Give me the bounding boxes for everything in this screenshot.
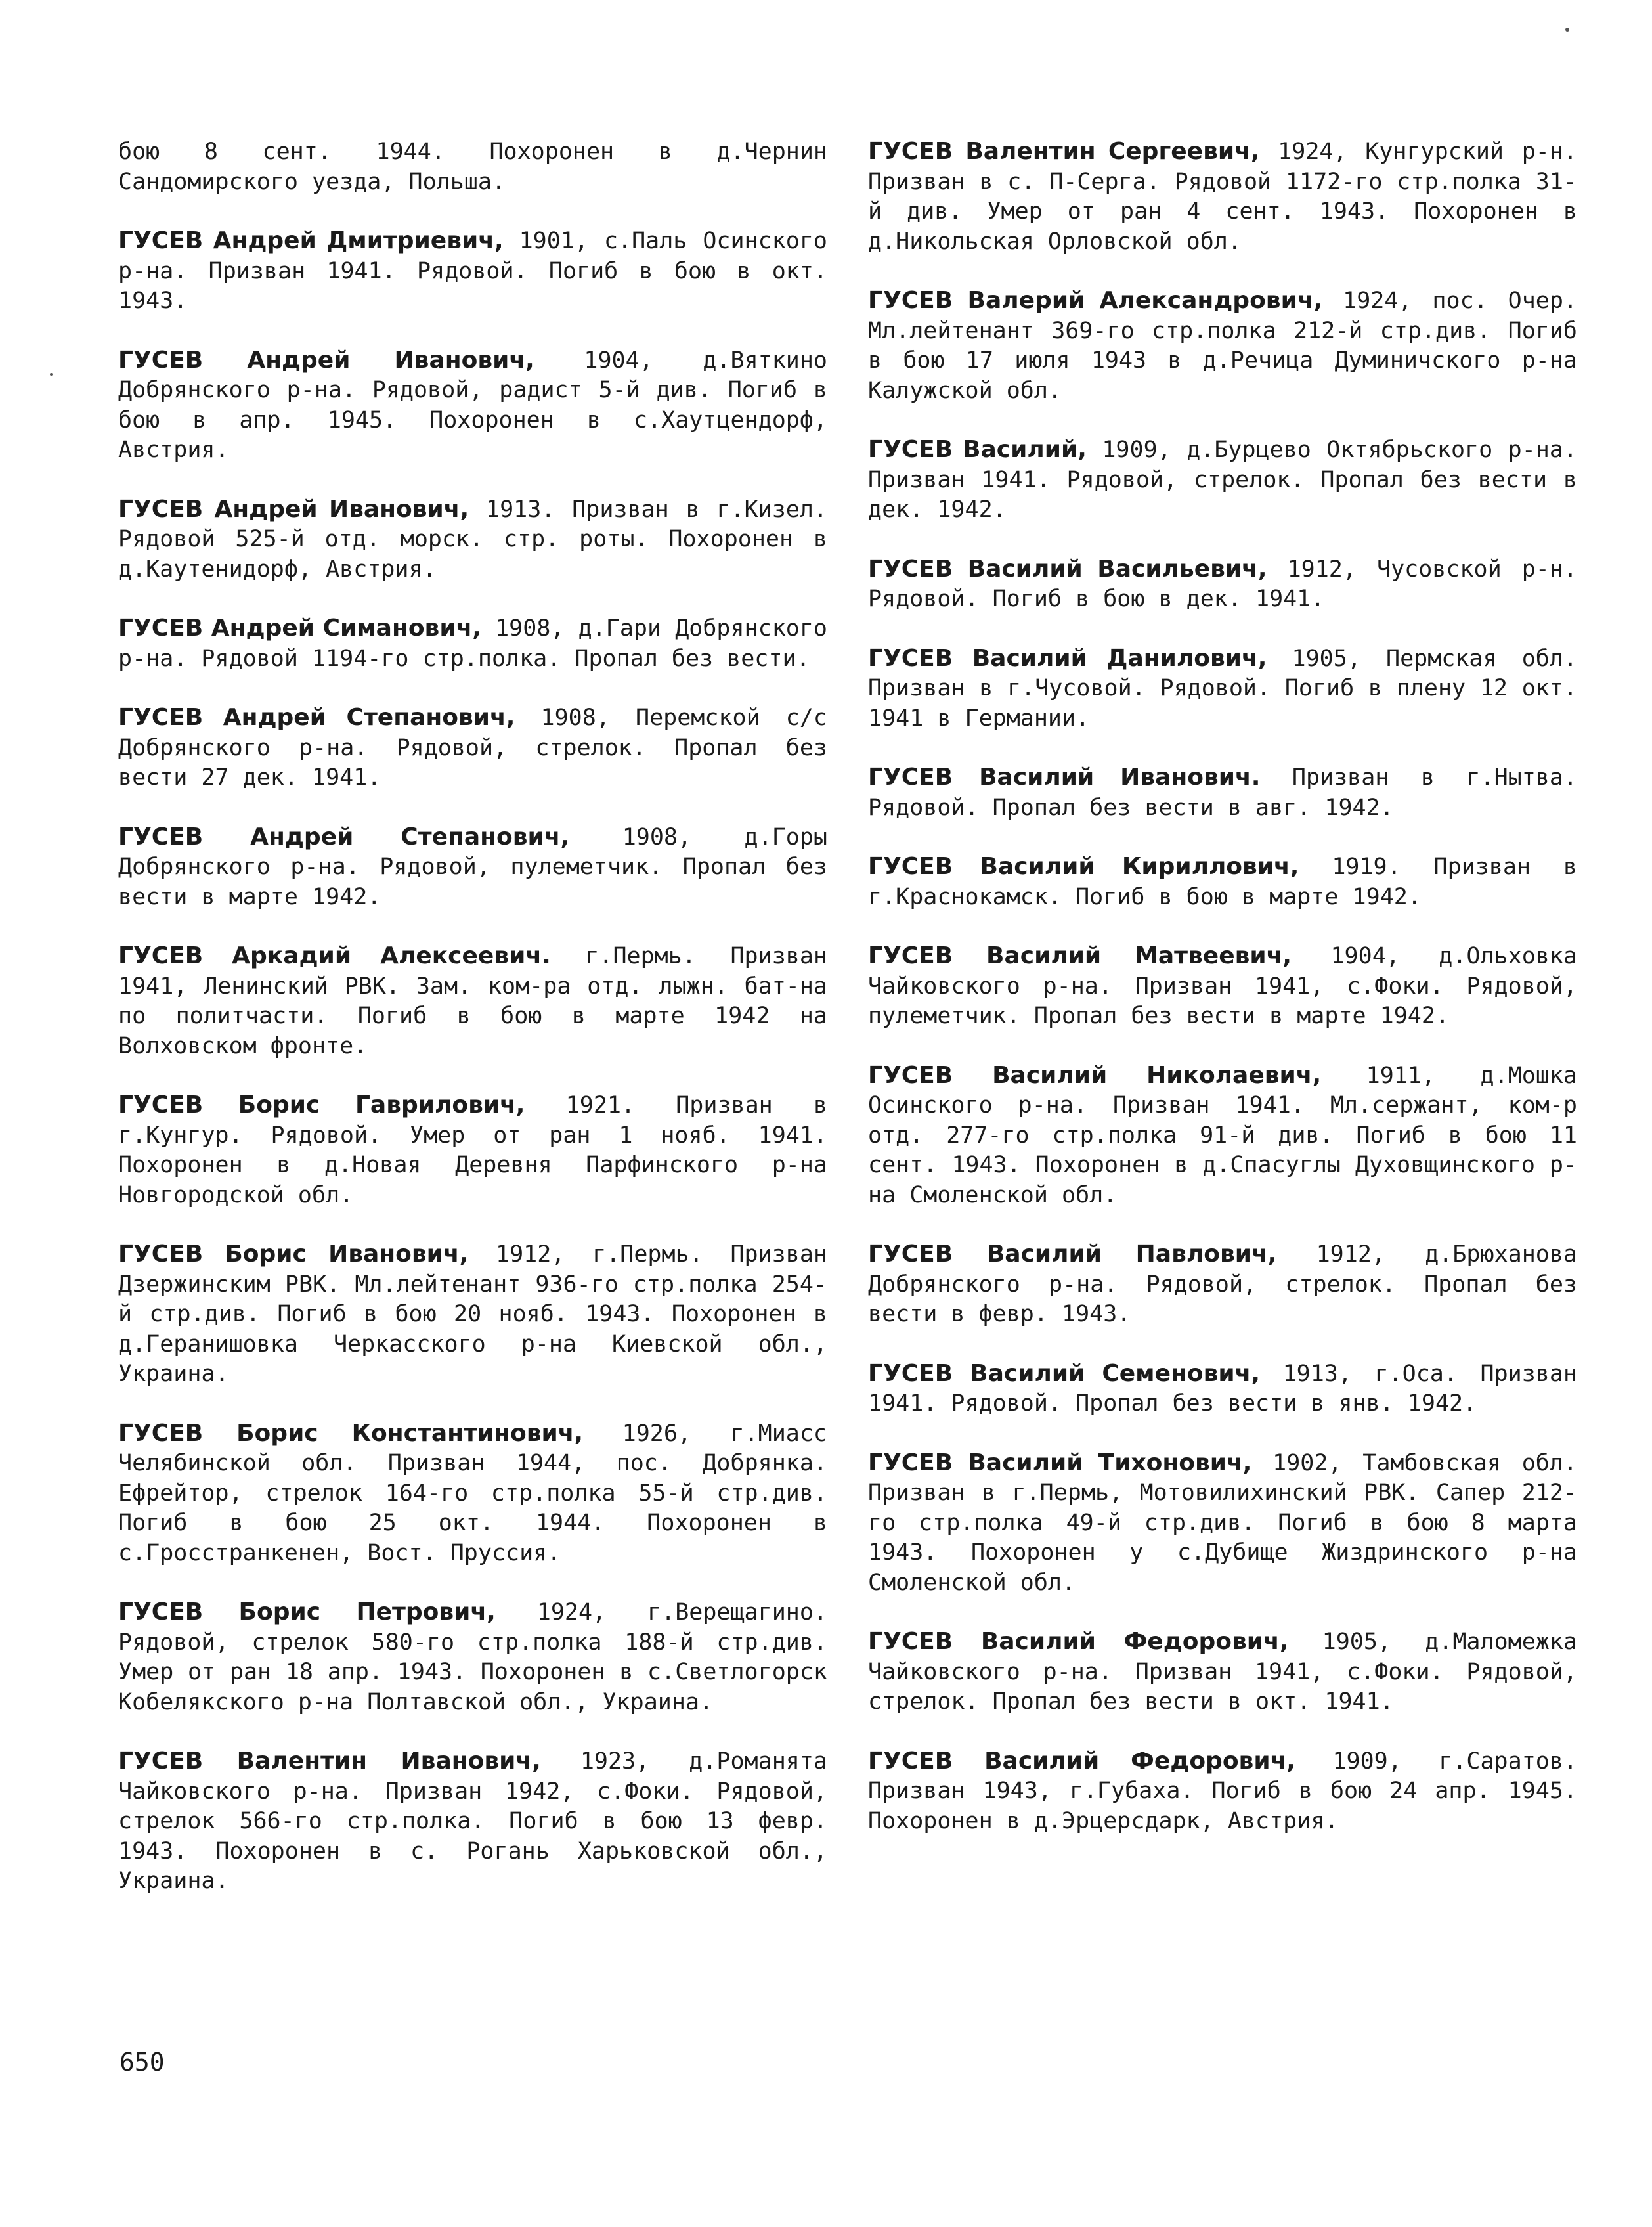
person-name: ГУСЕВ Василий Федорович, [868, 1628, 1289, 1655]
person-name: ГУСЕВ Василий Кириллович, [868, 853, 1299, 880]
person-name: ГУСЕВ Василий Иванович. [868, 764, 1261, 791]
biography-entry [118, 345, 827, 466]
person-details: 1909, г.Саратов. Призван 1943, г.Губаха. Погиб в бою 24 апр. 1945. Похоронен в д.Эрцерсдарк, Австрия. [868, 1748, 1577, 1834]
person-details: 1912, г.Пермь. Призван Дзержинским РВК. Мл.лейтенант 936-го стр.полка 254-й стр.див. Погиб в бою 20 нояб. 1943. Похоронен в д.Геранишовка Черкасского р-на Киевской обл., Украина. [118, 1241, 827, 1387]
person-name: ГУСЕВ Валентин Сергеевич, [868, 138, 1260, 165]
person-details: Призван в г.Нытва. Рядовой. Пропал без вести в авг. 1942. [868, 764, 1578, 821]
person-details: 1924, пос. Очер. Мл.лейтенант 369-го стр.полка 212-й стр.див. Погиб в бою 17 июля 1943 в д.Речица Думиничского р-на Калужской обл. [868, 288, 1577, 404]
biography-entry [118, 1419, 827, 1569]
person-name: ГУСЕВ Андрей Дмитриевич, [118, 227, 504, 254]
biography-entry [868, 137, 1577, 257]
person-details: г.Пермь. Призван 1941, Ленинский РВК. Зам. ком-ра отд. лыжн. бат-на по политчасти. Погиб в бою в марте 1942 на Волховском фронте. [118, 943, 827, 1059]
person-name: ГУСЕВ Василий Семенович, [868, 1359, 1260, 1387]
biography-entry [118, 613, 827, 674]
scan-speck [50, 373, 53, 376]
biography-entry [118, 137, 827, 197]
person-name: ГУСЕВ Борис Гаврилович, [118, 1091, 525, 1118]
biography-entry [868, 1061, 1577, 1211]
biography-entry [118, 495, 827, 585]
biography-entry [868, 1448, 1577, 1599]
person-name: ГУСЕВ Андрей Иванович, [118, 346, 534, 374]
person-name: ГУСЕВ Андрей Симанович, [118, 615, 481, 642]
person-name: ГУСЕВ Василий Матвеевич, [868, 942, 1292, 969]
biography-entry [868, 435, 1577, 525]
person-name: ГУСЕВ Андрей Иванович, [118, 495, 469, 523]
biography-entry [118, 226, 827, 317]
biography-entry [118, 1090, 827, 1210]
person-details: 1909, д.Бурцево Октябрьского р-на. Призван 1941. Рядовой, стрелок. Пропал без вести в дек. 1942. [868, 437, 1577, 523]
biography-entry [868, 554, 1577, 615]
biography-entry [868, 941, 1577, 1032]
biography-entry [118, 941, 827, 1061]
biography-entry [868, 1359, 1577, 1419]
biography-entry [868, 286, 1577, 406]
person-name: ГУСЕВ Василий, [868, 436, 1087, 463]
person-name: ГУСЕВ Валерий Александрович, [868, 287, 1323, 314]
person-details: 1926, г.Миасс Челябинской обл. Призван 1944, пос. Добрянка. Ефрейтор, стрелок 164-го стр.полка 55-й стр.див. Погиб в бою 25 окт. 1944. Похоронен в с.Гросстранкенен, Вост. Пруссия. [118, 1420, 827, 1566]
page-number: 650 [120, 2048, 165, 2077]
person-details: 1919. Призван в г.Краснокамск. Погиб в бою в марте 1942. [868, 854, 1577, 910]
person-details: 1913, г.Оса. Призван 1941. Рядовой. Пропал без вести в янв. 1942. [868, 1360, 1578, 1417]
person-name: ГУСЕВ Борис Константинович, [118, 1419, 584, 1447]
biography-entry [868, 1746, 1577, 1837]
person-details: 1912, Чусовской р-н. Рядовой. Погиб в бою в дек. 1941. [868, 556, 1577, 612]
person-name: ГУСЕВ Василий Павлович, [868, 1241, 1277, 1268]
person-details: 1913. Призван в г.Кизел. Рядовой 525-й отд. морск. стр. роты. Похоронен в д.Каутенидорф, Австрия. [118, 496, 827, 583]
person-details: 1923, д.Романята Чайковского р-на. Призван 1942, с.Фоки. Рядовой, стрелок 566-го стр.полка. Погиб в бою 13 февр. 1943. Похоронен в с. Рогань Харьковской обл., Украина. [118, 1748, 827, 1894]
person-name: ГУСЕВ Василий Федорович, [868, 1747, 1295, 1775]
person-details: 1904, д.Вяткино Добрянского р-на. Рядовой, радист 5-й див. Погиб в бою в апр. 1945. Похоронен в с.Хаутцендорф, Австрия. [118, 347, 828, 463]
person-name: ГУСЕВ Андрей Степанович, [118, 704, 515, 731]
scan-speck [1565, 28, 1569, 32]
biography-entry [118, 703, 827, 793]
biography-entry [868, 1627, 1577, 1717]
person-name: ГУСЕВ Борис Иванович, [118, 1241, 469, 1268]
biography-entry [118, 822, 827, 913]
person-name: ГУСЕВ Василий Васильевич, [868, 555, 1267, 583]
person-name: ГУСЕВ Борис Петрович, [118, 1599, 496, 1625]
person-name: ГУСЕВ Андрей Степанович, [118, 823, 570, 850]
person-details: 1924, Кунгурский р-н. Призван в с. П-Серга. Рядовой 1172-го стр.полка 31-й див. Умер от ран 4 сент. 1943. Похоронен в д.Никольская Орловской обл. [868, 139, 1577, 255]
person-details: 1908, Перемской с/с Добрянского р-на. Рядовой, стрелок. Пропал без вести 27 дек. 1941. [118, 705, 827, 791]
biography-entry [868, 762, 1577, 823]
person-details: 1924, г.Верещагино. Рядовой, стрелок 580-го стр.полка 188-й стр.див. Умер от ран 18 апр. 1943. Похоронен в с.Светлогорск Кобелякского р-на Полтавской обл., Украина. [118, 1599, 827, 1715]
biography-entry [118, 1597, 827, 1717]
person-details: 1904, д.Ольховка Чайковского р-на. Призван 1941, с.Фоки. Рядовой, пулеметчик. Пропал без вести в марте 1942. [868, 943, 1577, 1029]
person-details: 1901, с.Паль Осинского р-на. Призван 1941. Рядовой. Погиб в бою в окт. 1943. [118, 228, 827, 314]
person-details: 1902, Тамбовская обл. Призван в г.Пермь, Мотовилихинский РВК. Сапер 212-го стр.полка 49-й стр.див. Погиб в бою 8 марта 1943. Похоронен у с.Дубище Жиздринского р-на Смоленской обл. [868, 1449, 1578, 1596]
person-name: ГУСЕВ Василий Данилович, [868, 644, 1267, 672]
person-name: ГУСЕВ Валентин Иванович, [118, 1748, 541, 1775]
person-name: ГУСЕВ Аркадий Алексеевич. [118, 942, 551, 969]
person-details: 1905, Пермская обл. Призван в г.Чусовой. Рядовой. Погиб в плену 12 окт. 1941 в Германии. [868, 645, 1577, 732]
person-details: 1908, д.Гари Добрянского р-на. Рядовой 1194-го стр.полка. Пропал без вести. [118, 615, 827, 672]
biography-entry [868, 852, 1577, 912]
biography-entry [118, 1239, 827, 1390]
right-column [868, 137, 1577, 1865]
person-details: 1905, д.Маломежка Чайковского р-на. Призван 1941, с.Фоки. Рядовой, стрелок. Пропал без вести в окт. 1941. [868, 1629, 1577, 1715]
person-details: 1911, д.Мошка Осинского р-на. Призван 1941. Мл.сержант, ком-р отд. 277-го стр.полка 91-й див. Погиб в бою 11 сент. 1943. Похоронен в д.Спасуглы Духовщинского р-на Смоленской обл. [868, 1062, 1578, 1208]
person-details: бою 8 сент. 1944. Похоронен в д.Чернин Сандомирского уезда, Польша. [118, 139, 827, 195]
left-column [118, 137, 827, 1926]
biography-entry [868, 644, 1577, 734]
biography-entry [118, 1746, 827, 1897]
person-details: 1908, д.Горы Добрянского р-на. Рядовой, пулеметчик. Пропал без вести в марте 1942. [118, 824, 827, 910]
person-details: 1912, д.Брюханова Добрянского р-на. Рядовой, стрелок. Пропал без вести в февр. 1943. [868, 1241, 1577, 1327]
person-details: 1921. Призван в г.Кунгур. Рядовой. Умер от ран 1 нояб. 1941. Похоронен в д.Новая Деревня Парфинского р-на Новгородской обл. [118, 1092, 827, 1208]
person-name: ГУСЕВ Василий Тихонович, [868, 1449, 1252, 1476]
biography-entry [868, 1239, 1577, 1330]
person-name: ГУСЕВ Василий Николаевич, [868, 1061, 1322, 1089]
